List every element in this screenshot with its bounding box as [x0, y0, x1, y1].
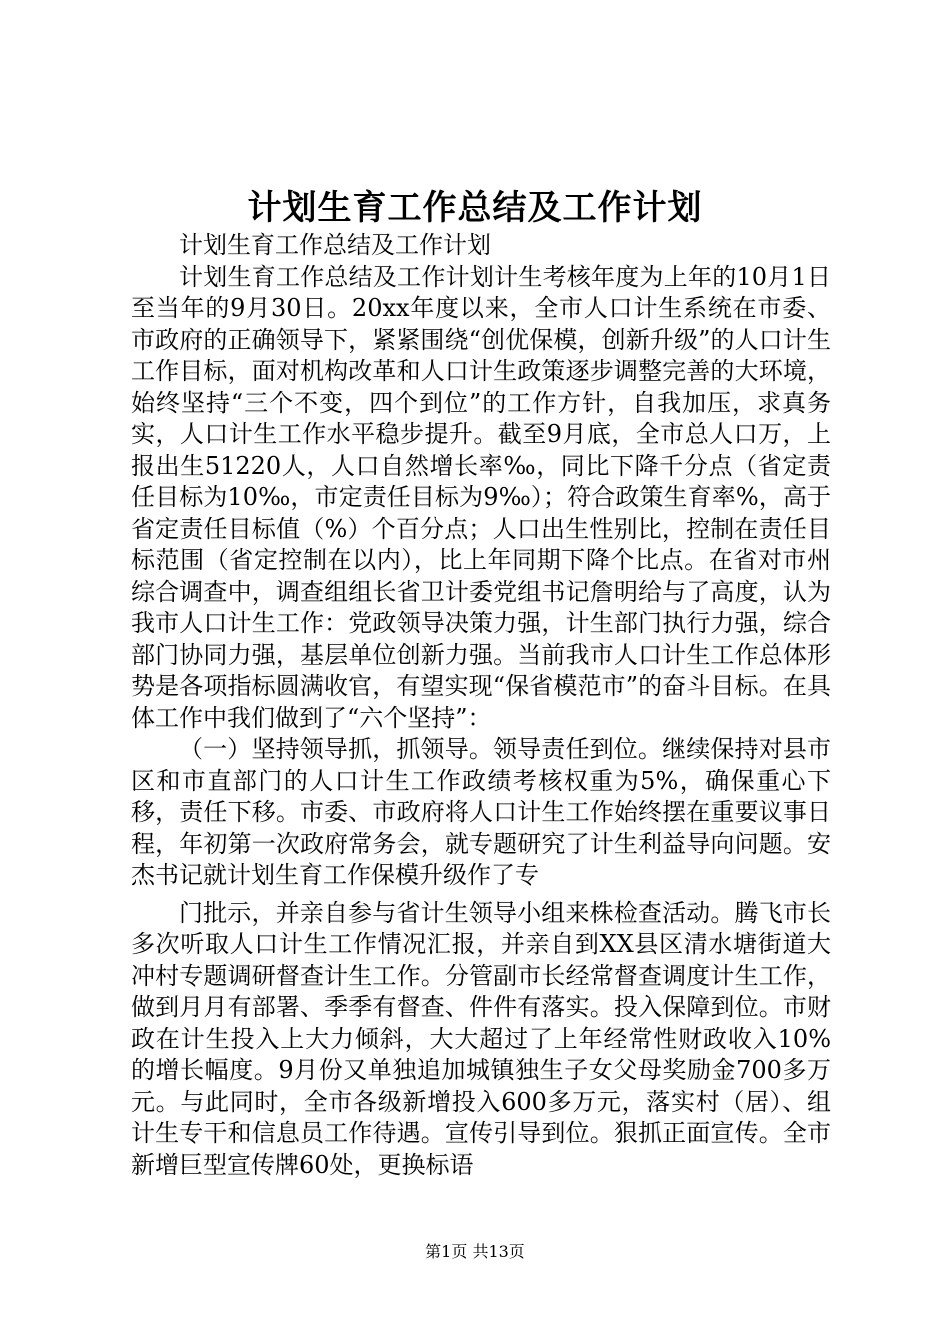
document-body [131, 230, 831, 1181]
page-number: 第1页 共13页 [425, 1242, 525, 1261]
paragraph-continuation: 门批示，并亲自参与省计生领导小组来株检查活动。腾飞市长多次听取人口计生工作情况汇报，并亲自到XX县区清水塘街道大冲村专题调研督查计生工作。分管副市长经常督查调度计生工作，做到月月有部署、季季有督查、件件有落实。投入保障到位。市财政在计生投入上大力倾斜，大大超过了上年经常性财政收入10%的增长幅度。9月份又单独追加城镇独生子女父母奖励金700多万元。与此同时，全市各级新增投入600多万元，落实村（居）、组计生专干和信息员工作待遇。宣传引导到位。狠抓正面宣传。全市新增巨型宣传牌60处，更换标语 [131, 898, 831, 1179]
document-title: 计划生育工作总结及工作计划 [247, 188, 703, 228]
paragraph-summary: 计划生育工作总结及工作计划计生考核年度为上年的10月1日至当年的9月30日。20xx年度以来，全市人口计生系统在市委、市政府的正确领导下，紧紧围绕“创优保模，创新升级”的人口计生工作目标，面对机构改革和人口计生政策逐步调整完善的大环境，始终坚持“三个不变，四个到位”的工作方针，自我加压，求真务实，人口计生工作水平稳步提升。截至9月底，全市总人口万，上报出生51220人，人口自然增长率‰，同比下降千分点（省定责任目标为10‰，市定责任目标为9‰）；符合政策生育率%，高于省定责任目标值（%）个百分点；人口出生性别比，控制在责任目标范围（省定控制在以内），比上年同期下降个比点。在省对市州综合调查中，调查组组长省卫计委党组书记詹明给与了高度，认为我市人口计生工作：党政领导决策力强，计生部门执行力强，综合部门协同力强，基层单位创新力强。当前我市人口计生工作总体形势是各项指标圆满收官，有望实现“保省模范市”的奋斗目标。在具体工作中我们做到了“六个坚持”： [131, 262, 831, 732]
paragraph-heading: 计划生育工作总结及工作计划 [179, 231, 491, 259]
paragraph-section-one: （一）坚持领导抓，抓领导。领导责任到位。继续保持对县市区和市直部门的人口计生工作政绩考核权重为5%，确保重心下移，责任下移。市委、市政府将人口计生工作始终摆在重要议事日程，年初第一次政府常务会，就专题研究了计生利益导向问题。安杰书记就计划生育工作保模升级作了专 [131, 735, 831, 889]
